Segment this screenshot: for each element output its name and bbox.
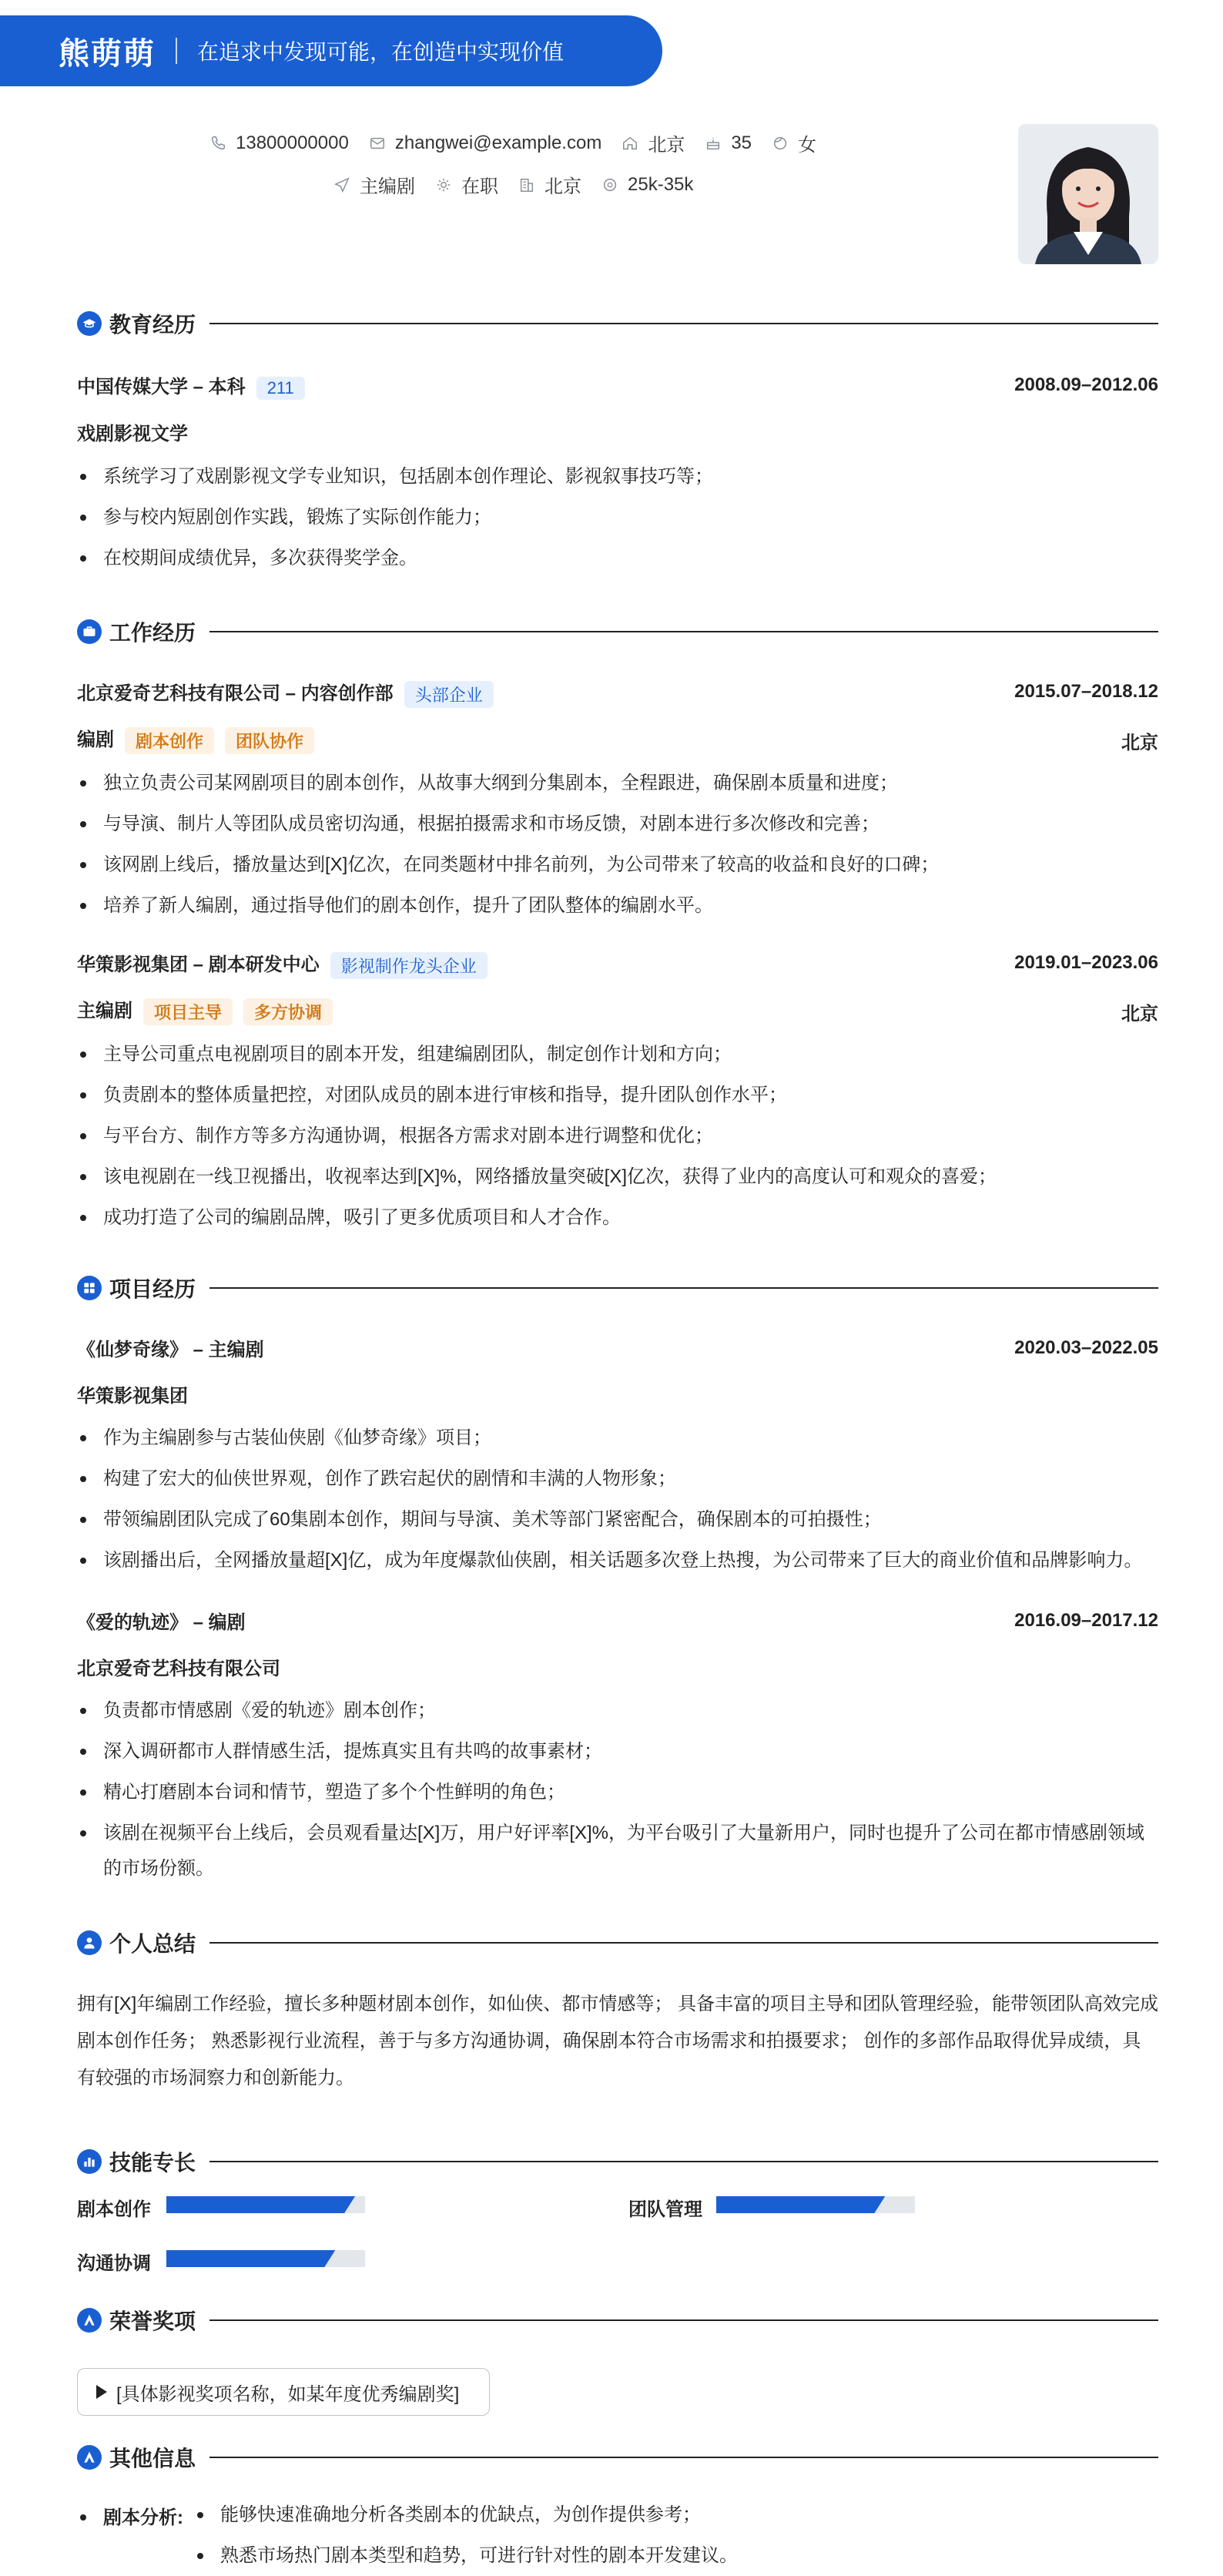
list-item: 作为主编剧参与古装仙侠剧《仙梦奇缘》项目； (77, 1417, 1158, 1458)
section-title: 工作经历 (109, 621, 196, 645)
work-1-location: 北京 (1121, 733, 1158, 753)
section-rule (209, 1287, 1158, 1289)
target-city-item (518, 171, 581, 198)
section-rule (209, 631, 1158, 632)
list-item: 与导演、制片人等团队成员密切沟通，根据拍摄需求和市场反馈，对剧本进行多次修改和完善； (77, 803, 1158, 844)
section-rule (209, 323, 1158, 324)
section-education-header (77, 308, 1158, 339)
section-other-header (77, 2442, 1158, 2473)
email-item (369, 132, 602, 154)
project-2-org: 北京爱奇艺科技有限公司 (77, 1659, 280, 1679)
section-rule (209, 2319, 1158, 2321)
gender-text: 女 (798, 135, 817, 156)
salary-text: 25k-35k (628, 173, 694, 195)
send-icon (333, 176, 350, 193)
list-item: 参与校内短剧创作实践，锻炼了实际创作能力； (77, 497, 1158, 538)
list-item: 该网剧上线后，播放量达到[X]亿次，在同类题材中排名前列，为公司带来了较高的收益和良好的口碑； (77, 844, 1158, 885)
section-title: 荣誉奖项 (109, 2309, 196, 2333)
email-text: zhangwei@example.com (394, 132, 602, 153)
candidate-name: 熊萌萌 (59, 36, 156, 71)
bar-chart-icon (77, 2149, 102, 2174)
target-city-text: 北京 (544, 176, 581, 197)
section-rule (209, 2457, 1158, 2458)
honor-text: [具体影视奖项名称，如某年度优秀编剧奖] (116, 2383, 460, 2405)
award-icon (77, 2445, 102, 2470)
education-date: 2008.09–2012.06 (1014, 374, 1158, 395)
section-title: 其他信息 (109, 2447, 196, 2470)
work-1-company-tag: 头部企业 (404, 681, 494, 708)
bullet-dot (80, 2514, 86, 2521)
section-title: 个人总结 (109, 1932, 196, 1956)
header-slogan: 在追求中发现可能，在创造中实现价值 (197, 40, 565, 64)
project-2-date: 2016.09–2017.12 (1014, 1610, 1158, 1631)
briefcase-icon (77, 619, 102, 644)
gender-item (772, 129, 816, 156)
project-2-title: 《爱的轨迹》 – 编剧 (77, 1612, 246, 1633)
project-1-org: 华策影视集团 (77, 1386, 188, 1407)
section-skills-header (77, 2146, 1158, 2177)
work-1-tag: 团队协作 (225, 727, 314, 754)
list-item: 系统学习了戏剧影视文学专业知识，包括剧本创作理论、影视叙事技巧等； (77, 456, 1158, 497)
list-item: 在校期间成绩优异，多次获得奖学金。 (77, 538, 1158, 579)
phone-text: 13800000000 (236, 132, 349, 153)
summary-text: 拥有[X]年编剧工作经验，擅长多种题材剧本创作，如仙侠、都市情感等； 具备丰富的项目主导和团队管理经验，能带领团队高效完成剧本创作任务； 熟悉影视行业流程，善于与多方沟通协调，确保剧本符合市场需求和拍摄要求； 创作的多部作品取得优异成绩，具有较强的市场洞察力和创新能力。 (77, 1994, 1159, 2088)
contact-row-1 (209, 129, 836, 156)
salary-item (601, 174, 693, 196)
list-item: 负责都市情感剧《爱的轨迹》剧本创作； (77, 1690, 1158, 1731)
section-summary-header (77, 1927, 1158, 1958)
work-2-role: 主编剧 (77, 1001, 132, 1021)
section-title: 技能专长 (109, 2151, 196, 2175)
city-item (622, 129, 685, 156)
list-item: 该电视剧在一线卫视播出，收视率达到[X]%，网络播放量突破[X]亿次，获得了业内的高度认可和观众的喜爱； (77, 1156, 1158, 1197)
work-1-tag: 剧本创作 (125, 727, 214, 754)
skill-bar-fill (716, 2196, 885, 2213)
work-2-tag: 项目主导 (143, 998, 233, 1025)
header-divider (176, 38, 177, 64)
list-item: 与平台方、制作方等多方沟通协调，根据各方需求对剧本进行调整和优化； (77, 1115, 1158, 1156)
status-item (435, 171, 498, 198)
skill-bar (716, 2196, 915, 2213)
header-banner (0, 15, 662, 86)
award-icon (77, 2308, 102, 2333)
face-icon (772, 135, 789, 152)
work-1-role: 编剧 (77, 730, 114, 750)
other-items (194, 2494, 1157, 2576)
list-item: 成功打造了公司的编剧品牌，吸引了更多优质项目和人才合作。 (77, 1197, 1158, 1238)
age-item (705, 132, 752, 154)
work-2-company-tag: 影视制作龙头企业 (330, 952, 488, 979)
graduation-cap-icon (77, 311, 102, 336)
city-text: 北京 (648, 135, 685, 156)
section-rule (209, 2161, 1158, 2162)
list-item: 负责剧本的整体质量把控，对团队成员的剧本进行审核和指导，提升团队创作水平； (77, 1075, 1158, 1115)
list-item: 带领编剧团队完成了60集剧本创作，期间与导演、美术等部门紧密配合，确保剧本的可拍摄性； (77, 1499, 1158, 1540)
gear-icon (435, 176, 452, 193)
home-icon (622, 135, 638, 152)
honor-item (77, 2368, 490, 2416)
section-title: 教育经历 (109, 313, 196, 337)
skill-name: 剧本创作 (77, 2199, 151, 2220)
list-item: 主导公司重点电视剧项目的剧本开发，组建编剧团队，制定创作计划和方向； (77, 1034, 1158, 1075)
list-item: 培养了新人编剧，通过指导他们的剧本创作，提升了团队整体的编剧水平。 (77, 885, 1158, 926)
list-item: 该剧在视频平台上线后，会员观看量达[X]万，用户好评率[X]%，为平台吸引了大量新用户，同时也提升了公司在都市情感剧领域的市场份额。 (77, 1813, 1158, 1887)
other-label: 剧本分析: (103, 2507, 183, 2528)
education-school-line (77, 371, 305, 400)
list-item: 该剧播出后，全网播放量超[X]亿，成为年度爆款仙侠剧，相关话题多次登上热搜，为公司带来了巨大的商业价值和品牌影响力。 (77, 1540, 1158, 1581)
skill-bar (166, 2250, 365, 2267)
list-item: 独立负责公司某网剧项目的剧本创作，从故事大纲到分集剧本，全程跟进，确保剧本质量和进度； (77, 763, 1158, 803)
education-tag: 211 (256, 377, 305, 400)
work-2-location: 北京 (1121, 1004, 1158, 1025)
position-item (333, 171, 415, 198)
cake-icon (705, 135, 722, 152)
work-2-company-line (77, 949, 488, 979)
work-1-company: 北京爱奇艺科技有限公司 – 内容创作部 (77, 683, 394, 704)
other-label-line (77, 2502, 183, 2529)
list-item: 构建了宏大的仙侠世界观，创作了跌宕起伏的剧情和丰满的人物形象； (77, 1458, 1158, 1499)
profile-photo (1018, 124, 1158, 264)
list-item: 熟悉市场热门剧本类型和趋势，可进行针对性的剧本开发建议。 (194, 2535, 1157, 2576)
age-text: 35 (731, 132, 752, 153)
work-2-role-line (77, 995, 333, 1025)
work-2-company: 华策影视集团 – 剧本研发中心 (77, 954, 320, 975)
section-rule (209, 1942, 1158, 1944)
education-major: 戏剧影视文学 (77, 424, 188, 444)
project-1-date: 2020.03–2022.05 (1014, 1337, 1158, 1358)
work-1-company-line (77, 678, 494, 708)
contact-row-2 (333, 171, 713, 198)
work-2-tag: 多方协调 (243, 998, 333, 1025)
grid-icon (77, 1276, 102, 1300)
list-item: 能够快速准确地分析各类剧本的优缺点，为创作提供参考； (194, 2494, 1157, 2535)
status-text: 在职 (461, 176, 498, 197)
work-1-date: 2015.07–2018.12 (1014, 681, 1158, 702)
coin-icon (601, 176, 618, 193)
section-honors-header (77, 2305, 1158, 2336)
user-icon (77, 1930, 102, 1955)
work-1-bullets (77, 763, 1158, 926)
work-2-date: 2019.01–2023.06 (1014, 952, 1158, 973)
position-text: 主编剧 (360, 176, 415, 197)
work-2-bullets (77, 1034, 1158, 1238)
play-triangle-icon (96, 2385, 107, 2399)
education-bullets (77, 456, 1158, 579)
project-2-bullets (77, 1690, 1158, 1887)
building-icon (518, 176, 535, 193)
mail-icon (369, 135, 386, 152)
phone-icon (209, 135, 226, 152)
list-item: 深入调研都市人群情感生活，提炼真实且有共鸣的故事素材； (77, 1731, 1158, 1772)
project-1-bullets (77, 1417, 1158, 1581)
work-1-role-line (77, 724, 314, 754)
section-projects-header (77, 1273, 1158, 1303)
skill-bar-fill (166, 2250, 335, 2267)
section-work-header (77, 616, 1158, 647)
skill-name: 沟通协调 (77, 2253, 151, 2274)
section-title: 项目经历 (109, 1277, 196, 1301)
skill-bar (166, 2196, 365, 2213)
skill-bar-fill (166, 2196, 355, 2213)
list-item: 精心打磨剧本台词和情节，塑造了多个个性鲜明的角色； (77, 1772, 1158, 1813)
phone-item (209, 132, 349, 154)
skill-name: 团队管理 (628, 2199, 702, 2220)
project-1-title: 《仙梦奇缘》 – 主编剧 (77, 1340, 264, 1360)
education-school: 中国传媒大学 – 本科 (77, 377, 246, 397)
